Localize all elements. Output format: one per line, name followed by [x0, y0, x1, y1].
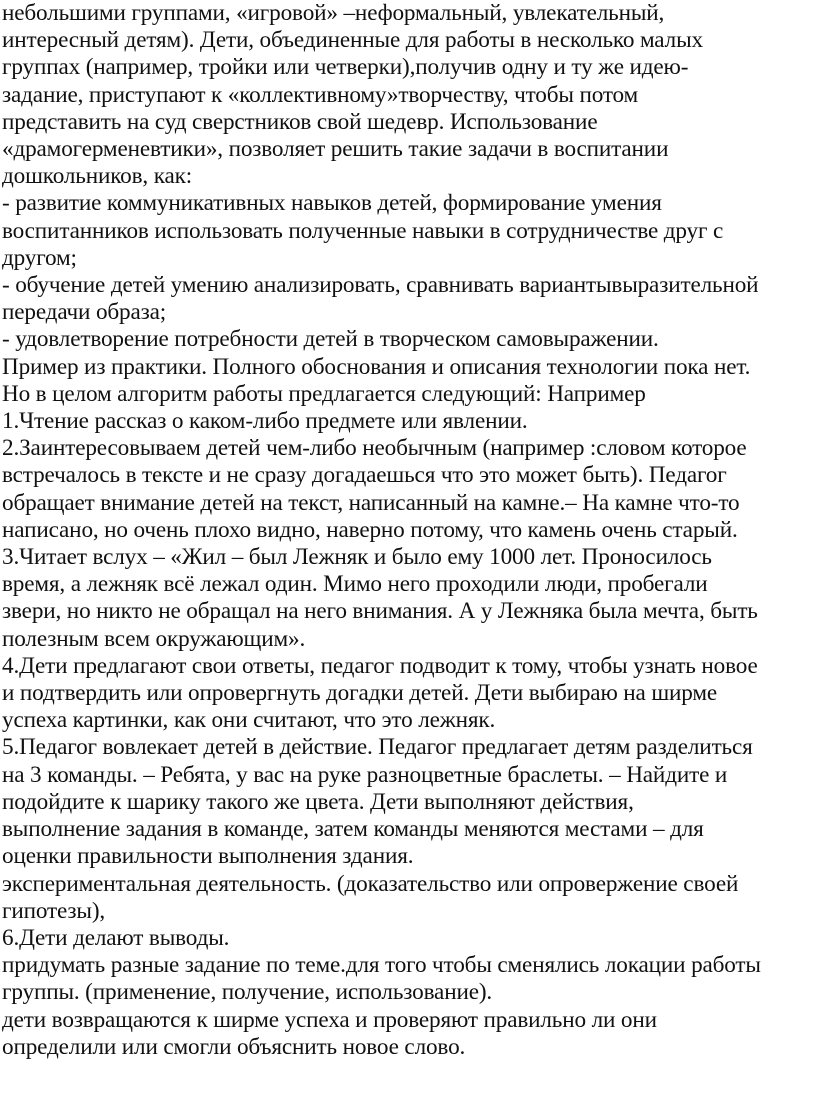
step-line: 1.Чтение рассказ о каком-либо предмете или явлении. [2, 408, 528, 435]
step-line: 2.Заинтересовываем детей чем-либо необычным (например :словом которое [2, 435, 747, 462]
text-line: представить на суд сверстников свой шедевр. Использование [2, 108, 598, 135]
text-line: дошкольников, как: [2, 163, 193, 190]
step-line: обращает внимание детей на текст, написанный на камне.– На камне что-то [2, 489, 740, 516]
text-line: «драмогерменевтики», позволяет решить такие задачи в воспитании [2, 136, 669, 163]
step-line: и подтвердить или опровергнуть догадки детей. Дети выбираю на ширме [2, 680, 718, 707]
text-line: интересный детям). Дети, объединенные для работы в несколько малых [2, 27, 703, 54]
text-line: придумать разные задание по теме.для того чтобы сменялись локации работы [2, 952, 761, 979]
list-item-line: передачи образа; [2, 299, 167, 326]
text-line: небольшими группами, «игровой» –неформальный, увлекательный, [2, 0, 665, 26]
step-line: 6.Дети делают выводы. [2, 924, 230, 951]
step-line: написано, но очень плохо видно, наверно потому, что камень очень старый. [2, 516, 738, 543]
list-item-line: - обучение детей умению анализировать, сравнивать вариантывыразительной [2, 272, 759, 299]
text-line: определили или смогли объяснить новое слово. [2, 1033, 466, 1060]
step-line: успеха картинки, как они считают, что это лежняк. [2, 707, 496, 734]
text-line: задание, приступают к «коллективному»творчеству, чтобы потом [2, 81, 639, 108]
text-line: экспериментальная деятельность. (доказательство или опровержение своей [2, 870, 739, 897]
list-item-line: - развитие коммуникативных навыков детей, формирование умения [2, 190, 662, 217]
step-line: подойдите к шарику такого же цвета. Дети выполняют действия, [2, 788, 634, 815]
step-line: встречалось в тексте и не сразу догадаешься что это может быть). Педагог [2, 462, 727, 489]
text-line: группах (например, тройки или четверки),получив одну и ту же идею- [2, 54, 689, 81]
document-text [2, 0, 816, 1061]
text-line: Но в целом алгоритм работы предлагается следующий: Например [2, 380, 646, 407]
step-line: на 3 команды. – Ребята, у вас на руке разноцветные браслеты. – Найдите и [2, 761, 728, 788]
text-line: группы. (применение, получение, использование). [2, 979, 493, 1006]
step-line: 5.Педагог вовлекает детей в действие. Педагог предлагает детям разделиться [2, 734, 753, 761]
text-line: гипотезы), [2, 897, 106, 924]
list-item-line: - удовлетворение потребности детей в творческом самовыражении. [2, 326, 659, 353]
text-line: дети возвращаются к ширме успеха и проверяют правильно ли они [2, 1006, 657, 1033]
list-item-line: другом; [2, 244, 77, 271]
step-line: звери, но никто не обращал на него внимания. А у Лежняка была мечта, быть [2, 598, 758, 625]
text-line: Пример из практики. Полного обоснования и описания технологии пока нет. [2, 353, 751, 380]
step-line: 3.Читает вслух – «Жил – был Лежняк и было ему 1000 лет. Проносилось [2, 544, 712, 571]
step-line: полезным всем окружающим». [2, 625, 306, 652]
step-line: 4.Дети предлагают свои ответы, педагог подводит к тому, чтобы узнать новое [2, 652, 758, 679]
list-item-line: воспитанников использовать полученные навыки в сотрудничестве друг с [2, 217, 724, 244]
step-line: время, а лежняк всё лежал один. Мимо него проходили люди, пробегали [2, 571, 708, 598]
step-line: выполнение задания в команде, затем команды меняются местами – для [2, 816, 704, 843]
step-line: оценки правильности выполнения здания. [2, 843, 414, 870]
